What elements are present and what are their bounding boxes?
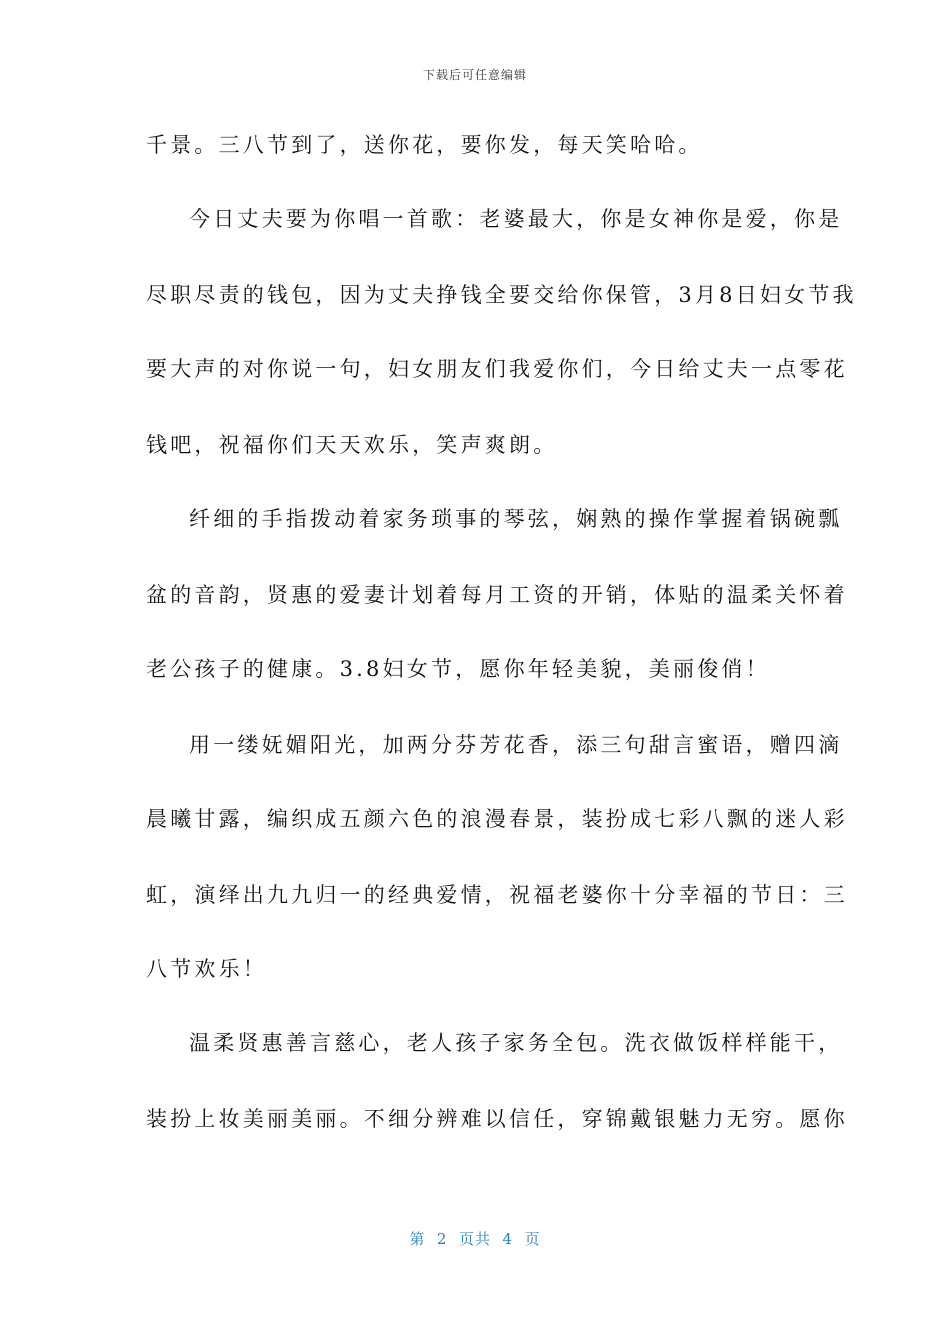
text-line: 千景。三八节到了，送你花，要你发，每天笑哈哈。 bbox=[146, 133, 703, 157]
text-line: 用一缕妩媚阳光，加两分芬芳花香，添三句甜言蜜语，赠四滴 bbox=[189, 733, 843, 757]
text-line: 老公孩子的健康。3.8妇女节，愿你年轻美貌，美丽俊俏！ bbox=[146, 657, 770, 681]
text-line: 尽职尽责的钱包，因为丈夫挣钱全要交给你保管，3月8日妇女节我 bbox=[146, 283, 857, 307]
text-line: 虹，演绎出九九归一的经典爱情，祝福老婆你十分幸福的节日：三 bbox=[146, 883, 848, 907]
text-line: 八节欢乐！ bbox=[146, 957, 267, 981]
text-line: 今日丈夫要为你唱一首歌：老婆最大，你是女神你是爱，你是 bbox=[189, 207, 843, 231]
text-line: 晨曦甘露，编织成五颜六色的浪漫春景，装扮成七彩八飘的迷人彩 bbox=[146, 807, 848, 831]
text-line: 纤细的手指拨动着家务琐事的琴弦，娴熟的操作掌握着锅碗瓢 bbox=[189, 507, 843, 531]
text-line: 温柔贤惠善言慈心，老人孩子家务全包。洗衣做饭样样能干， bbox=[189, 1031, 843, 1055]
page-footer: 第 2 页共 4 页 bbox=[409, 1230, 541, 1248]
page-header: 下载后可任意编辑 bbox=[422, 68, 527, 82]
text-line: 盆的音韵，贤惠的爱妻计划着每月工资的开销，体贴的温柔关怀着 bbox=[146, 583, 848, 607]
text-line: 要大声的对你说一句，妇女朋友们我爱你们，今日给丈夫一点零花 bbox=[146, 357, 848, 381]
text-line: 装扮上妆美丽美丽。不细分辨难以信任，穿锦戴银魅力无穷。愿你 bbox=[146, 1107, 848, 1131]
text-line: 钱吧，祝福你们天天欢乐，笑声爽朗。 bbox=[146, 433, 558, 457]
